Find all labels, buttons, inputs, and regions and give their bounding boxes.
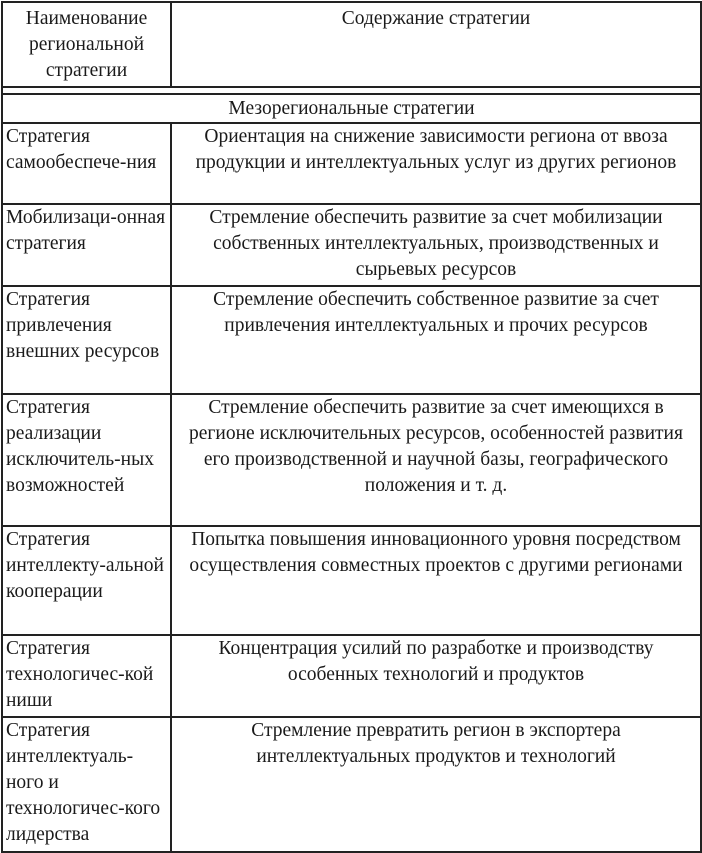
strategy-name: Стратегия самообеспече-ния bbox=[2, 123, 171, 204]
table-row bbox=[2, 717, 701, 852]
section-row bbox=[2, 94, 701, 123]
strategy-content: Стремление превратить регион в экспортера интеллектуальных продуктов и технологий bbox=[171, 717, 701, 852]
header-row bbox=[2, 2, 701, 87]
header-name-text: Наименование региональной стратегии bbox=[25, 8, 148, 81]
strategy-name: Стратегия интеллектуаль-ного и технологичес-кого лидерства bbox=[2, 717, 171, 852]
header-gap-cell bbox=[2, 87, 701, 94]
strategy-content: Концентрация усилий по разработке и производству особенных технологий и продуктов bbox=[171, 635, 701, 717]
strategy-content: Попытка повышения инновационного уровня посредством осуществления совместных проектов с другими регионами bbox=[171, 526, 701, 635]
header-content-cell bbox=[171, 2, 701, 87]
header-content-text: Содержание стратегии bbox=[341, 8, 531, 29]
table-row bbox=[2, 635, 701, 717]
table-row bbox=[2, 123, 701, 204]
strategy-name: Стратегия реализации исключитель-ных возможностей bbox=[2, 394, 171, 526]
table-row bbox=[2, 204, 701, 286]
table-row bbox=[2, 286, 701, 394]
header-name-cell bbox=[2, 2, 171, 87]
strategy-name: Стратегия технологичес-кой ниши bbox=[2, 635, 171, 717]
strategy-content: Ориентация на снижение зависимости региона от ввоза продукции и интеллектуальных услуг из других регионов bbox=[171, 123, 701, 204]
table-row bbox=[2, 526, 701, 635]
table-row bbox=[2, 394, 701, 526]
strategy-content: Стремление обеспечить развитие за счет мобилизации собственных интеллектуальных, производственных и сырьевых ресурсов bbox=[171, 204, 701, 286]
header-gap-row bbox=[2, 87, 701, 94]
strategy-table bbox=[1, 1, 702, 853]
strategy-name: Стратегия интеллекту-альной кооперации bbox=[2, 526, 171, 635]
strategy-name: Мобилизаци-онная стратегия bbox=[2, 204, 171, 286]
section-title: Мезорегиональные стратегии bbox=[2, 94, 701, 123]
strategy-name: Стратегия привлечения внешних ресурсов bbox=[2, 286, 171, 394]
strategy-content: Стремление обеспечить собственное развитие за счет привлечения интеллектуальных и прочих ресурсов bbox=[171, 286, 701, 394]
strategy-content: Стремление обеспечить развитие за счет имеющихся в регионе исключительных ресурсов, особенностей развития его производственной и научной базы, географического положения и т. д. bbox=[171, 394, 701, 526]
